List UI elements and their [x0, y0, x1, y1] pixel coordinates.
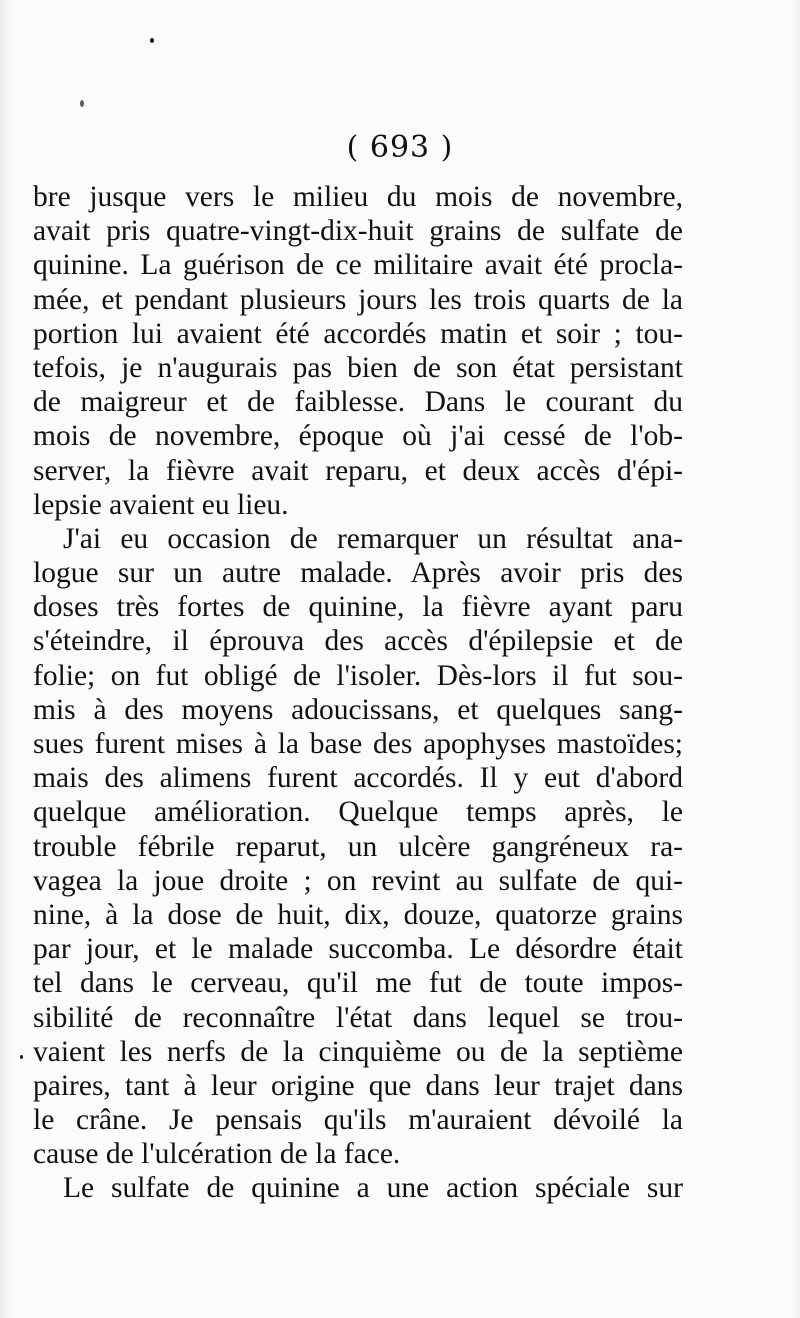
text-line: tel dans le cerveau, qu'il me fut de toute impos- — [33, 967, 683, 1000]
text-line: server, la fièvre avait reparu, et deux accès d'épi- — [33, 454, 683, 487]
text-line: sibilité de reconnaître l'état dans lequel se trou- — [33, 1001, 683, 1034]
text-line: mis à des moyens adoucissans, et quelques sang- — [33, 693, 683, 726]
text-line: mée, et pendant plusieurs jours les trois quarts de la — [33, 283, 683, 316]
text-line: bre jusque vers le milieu du mois de novembre, — [33, 181, 683, 213]
page-number: ( 693 ) — [346, 130, 454, 165]
text-line: s'éteindre, il éprouva des accès d'épilepsie et de — [33, 625, 683, 658]
text-line: avait pris quatre-vingt-dix-huit grains de sulfate de — [33, 215, 683, 248]
text-line: par jour, et le malade succomba. Le désordre était — [33, 933, 683, 966]
ink-speck — [80, 100, 84, 107]
text-line: lepsie avaient eu lieu. — [33, 488, 289, 521]
page-edge-left — [0, 0, 14, 1318]
text-line: cause de l'ulcération de la face. — [33, 1138, 401, 1171]
text-line: paires, tant à leur origine que dans leur trajet dans — [33, 1069, 683, 1102]
text-line: mois de novembre, époque où j'ai cessé de l'ob- — [33, 420, 683, 453]
text-line: nine, à la dose de huit, dix, douze, quatorze grains — [33, 898, 683, 931]
text-line: trouble fébrile reparut, un ulcère gangréneux ra- — [33, 830, 683, 863]
page-edge-right — [790, 0, 800, 1318]
text-line: quelque amélioration. Quelque temps après, le — [33, 796, 683, 829]
text-line: vagea la joue droite ; on revint au sulfate de qui- — [33, 864, 683, 897]
text-line: logue sur un autre malade. Après avoir pris des — [33, 557, 683, 590]
ink-speck — [20, 1055, 23, 1059]
text-line: quinine. La guérison de ce militaire avait été procla- — [33, 249, 683, 282]
text-line: portion lui avaient été accordés matin et soir ; tou- — [33, 317, 683, 350]
body-text — [33, 180, 683, 1206]
text-line: folie; on fut obligé de l'isoler. Dès-lors il fut sou- — [33, 659, 683, 692]
text-line: J'ai eu occasion de remarquer un résultat ana- — [63, 522, 683, 555]
text-line: mais des alimens furent accordés. Il y eut d'abord — [33, 762, 683, 795]
ink-speck — [150, 38, 154, 43]
text-line: Le sulfate de quinine a une action spéciale sur — [63, 1172, 683, 1205]
text-line: le crâne. Je pensais qu'ils m'auraient dévoilé la — [33, 1104, 683, 1137]
text-line: de maigreur et de faiblesse. Dans le courant du — [33, 386, 683, 419]
text-line: tefois, je n'augurais pas bien de son état persistant — [33, 351, 683, 384]
text-line: doses très fortes de quinine, la fièvre ayant paru — [33, 591, 683, 624]
text-line: sues furent mises à la base des apophyses mastoïdes; — [33, 728, 683, 760]
text-line: vaient les nerfs de la cinquième ou de la septième — [33, 1035, 683, 1068]
